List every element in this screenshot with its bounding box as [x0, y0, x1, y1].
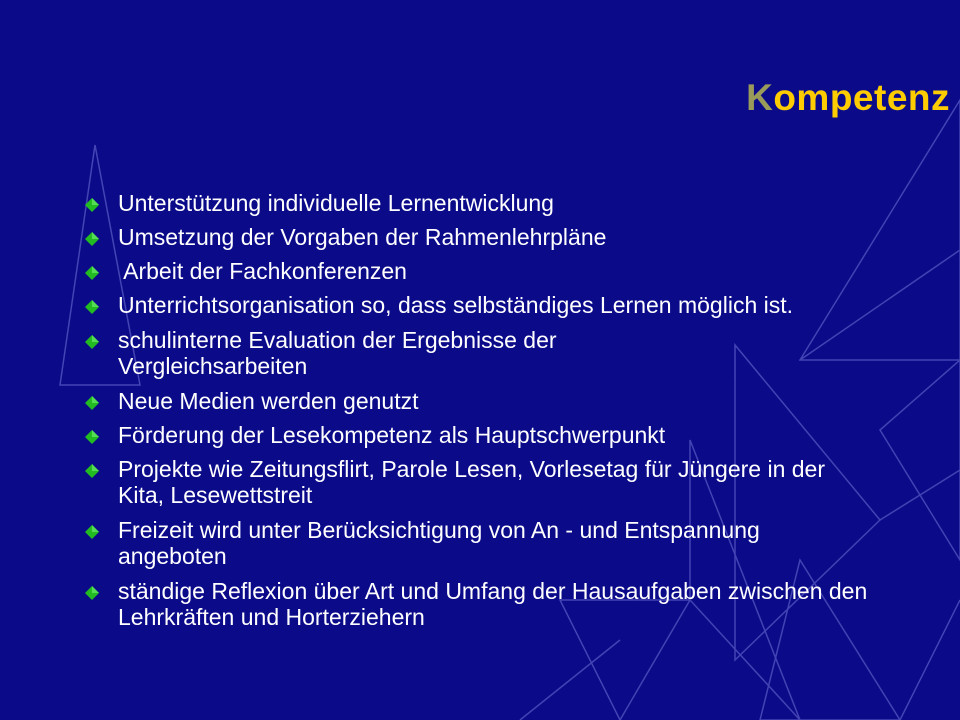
bullet-text: Neue Medien werden genutzt — [118, 388, 419, 414]
green-diamond-bullet-icon — [85, 232, 99, 246]
bullet-text: Umsetzung der Vorgaben der Rahmenlehrpläne — [118, 224, 607, 250]
bullet-item — [80, 517, 920, 569]
bullet-item — [80, 578, 920, 630]
bullet-text: ständige Reflexion über Art und Umfang der Hausaufgaben zwischen den Lehrkräften und Horterziehern — [118, 578, 868, 630]
bullet-text: Unterrichtsorganisation so, dass selbständiges Lernen möglich ist. — [118, 292, 794, 318]
green-diamond-bullet-icon — [85, 266, 99, 280]
bullet-text: Projekte wie Zeitungsflirt, Parole Lesen, Vorlesetag für Jüngere in der Kita, Lesewettstreit — [118, 456, 825, 508]
bullet-item — [80, 292, 920, 318]
bullet-text: Förderung der Lesekompetenz als Hauptschwerpunkt — [118, 422, 666, 448]
bullet-text: Unterstützung individuelle Lernentwicklung — [118, 190, 554, 216]
slide-title — [746, 76, 950, 120]
bullet-list — [80, 190, 920, 639]
bullet-item — [80, 327, 920, 379]
bullet-item — [80, 388, 920, 414]
green-diamond-bullet-icon — [85, 198, 99, 212]
green-diamond-bullet-icon — [85, 464, 99, 478]
bullet-item — [80, 456, 920, 508]
bullet-item — [80, 190, 920, 216]
green-diamond-bullet-icon — [85, 335, 99, 349]
green-diamond-bullet-icon — [85, 396, 99, 410]
bullet-text: Arbeit der Fachkonferenzen — [118, 258, 407, 284]
green-diamond-bullet-icon — [85, 300, 99, 314]
slide-title-first-letter: K — [746, 77, 774, 118]
bullet-text: schulinterne Evaluation der Ergebnisse der Vergleichsarbeiten — [118, 327, 557, 379]
green-diamond-bullet-icon — [85, 525, 99, 539]
bullet-item — [80, 224, 920, 250]
slide-title-rest: ompetenz — [773, 77, 950, 118]
bullet-item — [80, 422, 920, 448]
bullet-text: Freizeit wird unter Berücksichtigung von An - und Entspannung angeboten — [118, 517, 760, 569]
green-diamond-bullet-icon — [85, 430, 99, 444]
bullet-item — [80, 258, 920, 284]
green-diamond-bullet-icon — [85, 586, 99, 600]
